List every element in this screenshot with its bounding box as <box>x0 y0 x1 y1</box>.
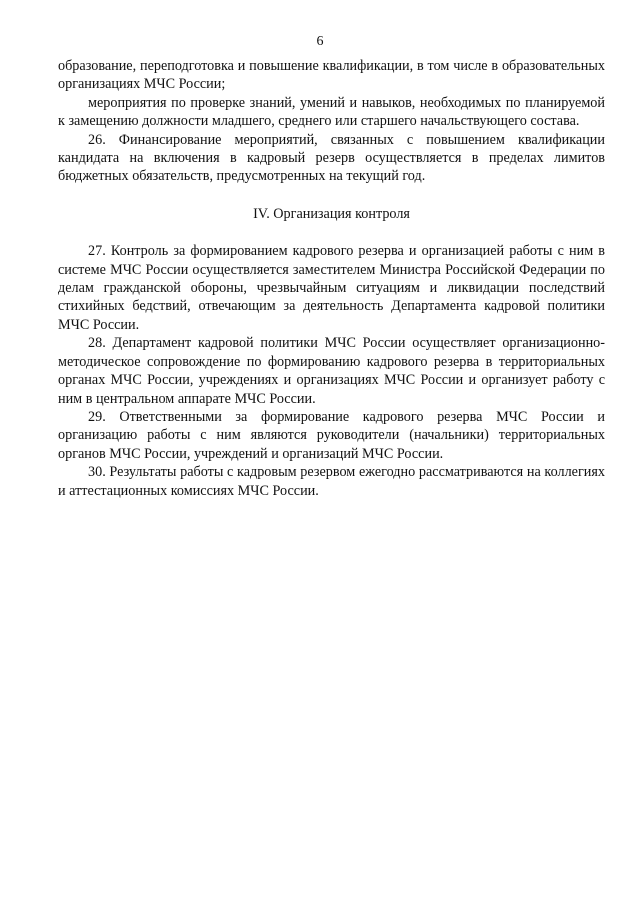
paragraph-26-financing: 26. Финансирование мероприятий, связанных с повышением квалификации кандидата на включения в кадровый резерв осуществляется в пределах лимитов бюджетных обязательств, предусмотренных на текущий год. <box>58 131 605 185</box>
paragraph-30-results: 30. Результаты работы с кадровым резервом ежегодно рассматриваются на коллегиях и аттестационных комиссиях МЧС России. <box>58 464 605 499</box>
paragraph-29-responsible: 29. Ответственными за формирование кадрового резерва МЧС России и организацию работы с ним являются руководители (начальники) территориальных органов МЧС России, учреждений и организаций МЧС России. <box>58 408 605 462</box>
paragraph-27-control: 27. Контроль за формированием кадрового резерва и организацией работы с ним в системе МЧС России осуществляется заместителем Министра Российской Федерации по делам гражданской обороны, чрезвычайным ситуациям и ликвидации последствий стихийных бедствий, отвечающим за деятельность Департамента кадровой политики МЧС России. <box>58 243 605 333</box>
paragraph-28-department: 28. Департамент кадровой политики МЧС России осуществляет организационно-методическое сопровождение по формированию кадрового резерва в территориальных органах МЧС России, учреждениях и организациях МЧС России и организует работу с ним в центральном аппарате МЧС России. <box>58 335 605 407</box>
document-body <box>58 57 605 500</box>
paragraph-knowledge-check: мероприятия по проверке знаний, умений и навыков, необходимых по планируемой к замещению должности младшего, среднего или старшего начальствующего состава. <box>58 94 605 130</box>
page-number: 6 <box>316 34 324 49</box>
paragraph-education-continuation: образование, переподготовка и повышение квалификации, в том числе в образовательных организациях МЧС России; <box>58 58 605 93</box>
section-heading: IV. Организация контроля <box>253 205 410 222</box>
